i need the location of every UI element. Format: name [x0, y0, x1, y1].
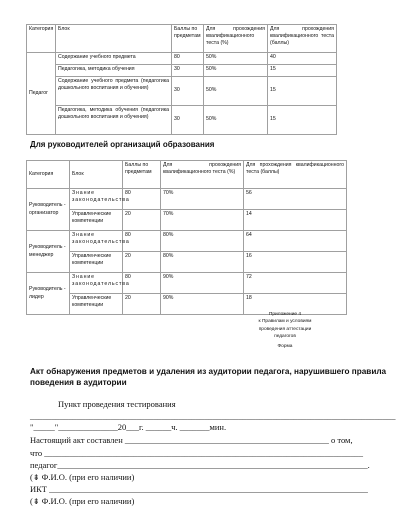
- row-points: 80: [123, 231, 161, 252]
- fio-note: (⇟ Ф.И.О. (при его наличии): [30, 472, 135, 482]
- row-percent: 70%: [161, 210, 244, 231]
- row-percent: 50%: [204, 77, 268, 106]
- that-line: что ___________________________________________________________________________: [30, 448, 364, 458]
- row-block: Знание законодательства: [70, 189, 123, 210]
- act-title: Акт обнаружения предметов и удаления из аудитории педагога, нарушившего правила поведения в аудитории: [30, 367, 387, 388]
- row-points: 80: [123, 273, 161, 294]
- table-row: [27, 231, 347, 252]
- row-block: Содержание учебного предмета: [56, 53, 172, 65]
- row-points: 20: [123, 252, 161, 273]
- row-percent: 70%: [161, 189, 244, 210]
- row-score: 40: [268, 53, 337, 65]
- row-points: 80: [172, 53, 204, 65]
- compiled-by-line: Настоящий акт составлен ________________________________________________ о том,: [30, 435, 353, 445]
- header-block: Блок: [56, 25, 172, 53]
- header-score: Для прохождения квалификационного теста (баллы): [268, 25, 337, 53]
- row-percent: 80%: [161, 252, 244, 273]
- row-percent: 50%: [204, 106, 268, 135]
- table-row: [27, 77, 337, 106]
- table-row: [27, 189, 347, 210]
- table-row: [27, 53, 337, 65]
- row-percent: 50%: [204, 53, 268, 65]
- ikt-line: ИКТ ___________________________________________________________________________: [30, 484, 368, 494]
- row-points: 80: [123, 189, 161, 210]
- header-category: Категория: [27, 161, 70, 189]
- testing-point-label: Пункт проведения тестирования: [58, 399, 176, 409]
- appendix-note: [240, 311, 330, 350]
- row-points: 20: [123, 294, 161, 315]
- row-percent: 50%: [204, 65, 268, 77]
- table-header-row: [27, 161, 347, 189]
- appendix-ref-line: педагогов: [274, 334, 296, 340]
- header-percent: Для прохождения квалификационного теста (%): [204, 25, 268, 53]
- table-row: [27, 210, 347, 231]
- arrow-icon: ⇟: [32, 497, 40, 506]
- table-row: [27, 273, 347, 294]
- appendix-number: Приложение 4: [268, 312, 302, 317]
- header-percent: Для прохождения квалификационного теста (%): [161, 161, 244, 189]
- row-points: 20: [123, 210, 161, 231]
- header-block: Блок: [70, 161, 123, 189]
- row-score: 16: [244, 252, 347, 273]
- row-score: 14: [244, 210, 347, 231]
- category-teacher: Педагог: [27, 53, 56, 135]
- appendix-ref-line: проведения аттестации: [258, 326, 312, 332]
- date-time-line: "_____"______________20___г. ______ч. _______мин.: [30, 422, 227, 432]
- row-percent: 90%: [161, 294, 244, 315]
- row-points: 30: [172, 77, 204, 106]
- table-row: [27, 252, 347, 273]
- row-score: 64: [244, 231, 347, 252]
- category-organizer: Руководитель - организатор: [27, 189, 70, 231]
- category-manager: Руководитель - менеджер: [27, 231, 70, 273]
- row-block: Знание законодательства: [70, 273, 123, 294]
- header-points: Баллы по предметам: [172, 25, 204, 53]
- row-points: 30: [172, 106, 204, 135]
- row-percent: 80%: [161, 231, 244, 252]
- row-block: Управленческие компетенции: [70, 294, 123, 315]
- teacher-line: педагог_________________________________________________________________________.: [30, 460, 370, 470]
- row-block: Педагогика, методика обучения (педагогика дошкольного воспитания и обучения): [56, 106, 172, 135]
- row-points: 30: [172, 65, 204, 77]
- header-score: Для прохождения квалификационного теста (баллы): [244, 161, 347, 189]
- header-points: Баллы по предметам: [123, 161, 161, 189]
- appendix-form-label: Форма: [277, 343, 293, 349]
- row-score: 15: [268, 106, 337, 135]
- row-score: 72: [244, 273, 347, 294]
- fio-note-2: (⇟ Ф.И.О. (при его наличии): [30, 496, 135, 506]
- teacher-score-table: [26, 24, 337, 135]
- table-row: [27, 65, 337, 77]
- header-category: Категория: [27, 25, 56, 53]
- category-leader: Руководитель - лидер: [27, 273, 70, 315]
- row-block: Знание законодательства: [70, 231, 123, 252]
- row-block: Содержание учебного предмета (педагогика дошкольного воспитания и обучения): [56, 77, 172, 106]
- row-percent: 90%: [161, 273, 244, 294]
- row-block: Педагогика, методика обучения: [56, 65, 172, 77]
- row-score: 18: [244, 294, 347, 315]
- appendix-ref-line: к Правилам и условиям: [258, 319, 312, 325]
- row-block: Управленческие компетенции: [70, 210, 123, 231]
- blank-rule: ______________________________________________________________________________________: [30, 411, 396, 421]
- table-row: [27, 106, 337, 135]
- row-block: Управленческие компетенции: [70, 252, 123, 273]
- manager-score-table: [26, 160, 347, 315]
- row-score: 15: [268, 77, 337, 106]
- table-header-row: [27, 25, 337, 53]
- section-heading: Для руководителей организаций образования: [30, 140, 215, 149]
- row-score: 15: [268, 65, 337, 77]
- row-score: 56: [244, 189, 347, 210]
- fio-note-text: Ф.И.О. (при его наличии): [41, 472, 135, 482]
- arrow-icon: ⇟: [32, 473, 40, 482]
- fio-note-text: Ф.И.О. (при его наличии): [41, 496, 135, 506]
